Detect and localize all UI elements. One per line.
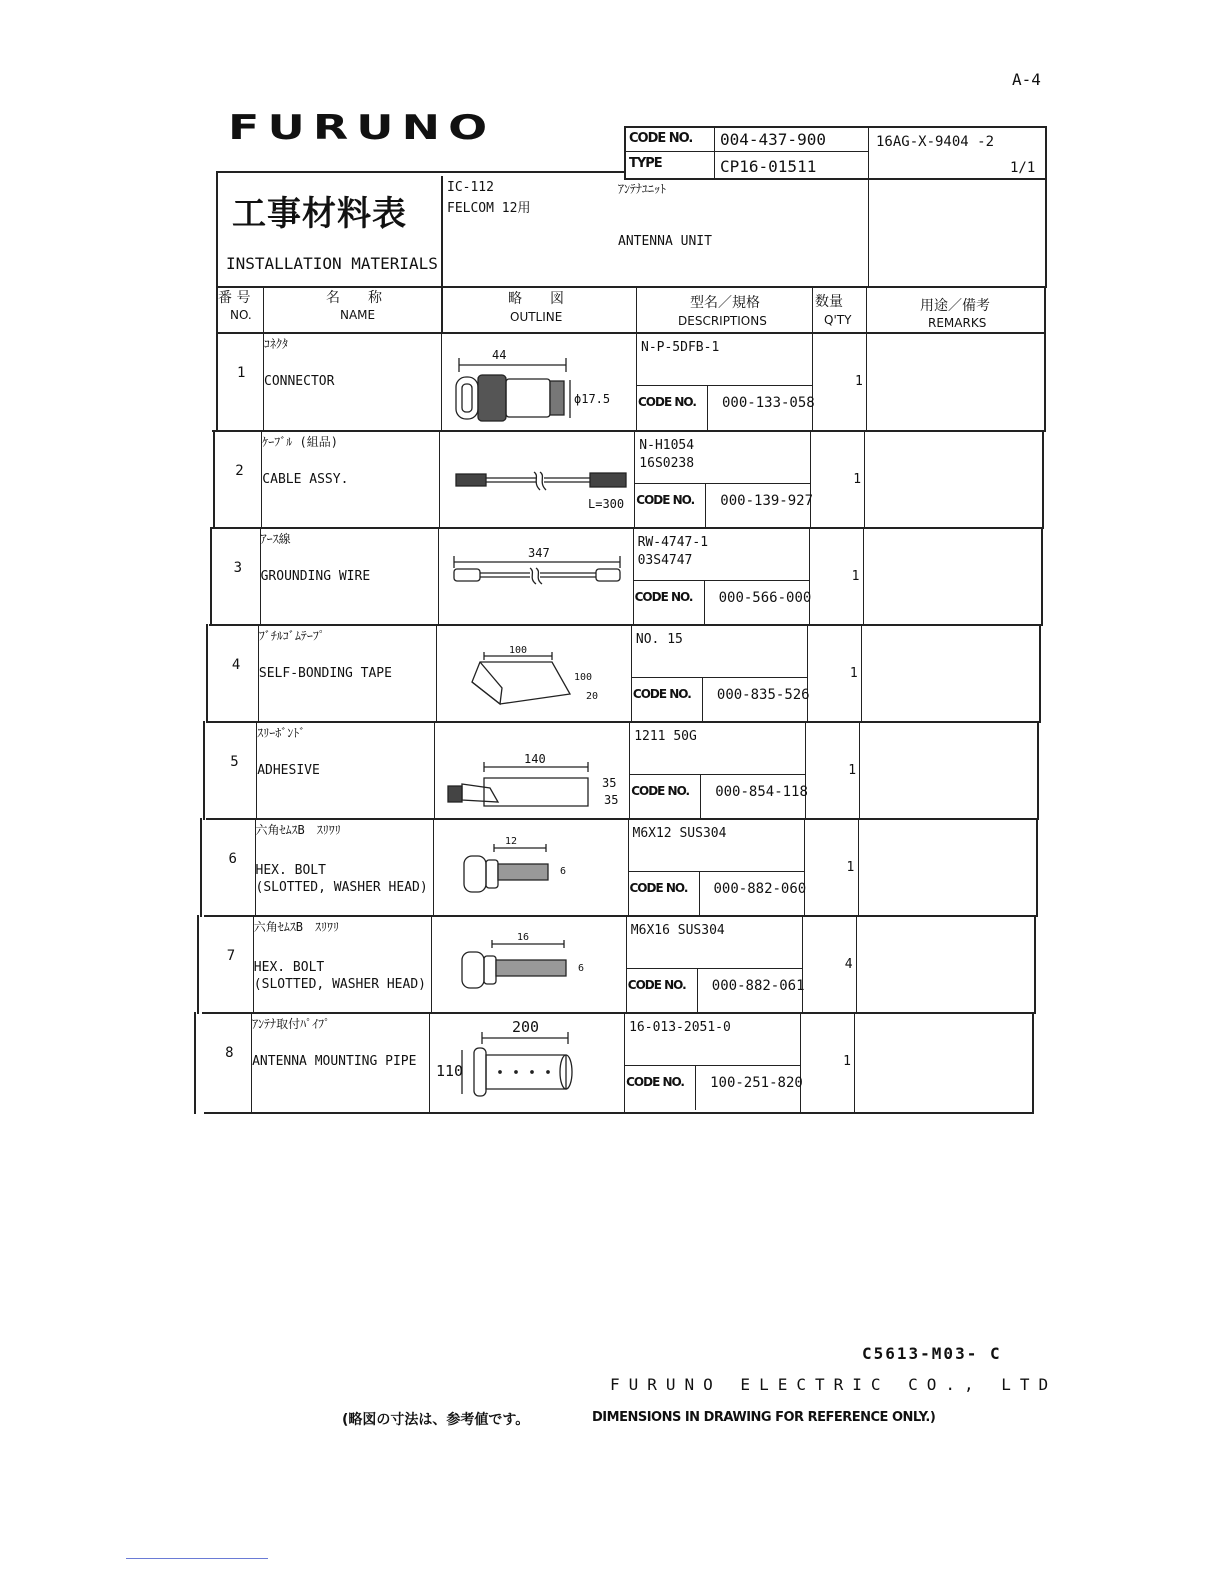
dimension-diameter: 100 xyxy=(574,672,593,683)
description-line-1: RW-4747-1 xyxy=(637,535,709,550)
description-line-1: N-P-5DFB-1 xyxy=(641,340,720,355)
dimension-thickness: 20 xyxy=(586,691,599,702)
name-en: SELF-BONDING TAPE xyxy=(258,666,392,681)
row-number: 2 xyxy=(235,463,244,479)
quantity: 1 xyxy=(849,666,858,681)
model-line-2: FELCOM 12用 xyxy=(447,201,531,216)
connector-outline-drawing xyxy=(452,352,592,424)
description-line-1: 1211 50G xyxy=(634,729,697,744)
description-line-1: N-H1054 xyxy=(639,438,695,453)
col-desc-en: DESCRIPTIONS xyxy=(678,314,767,328)
name-jp: ﾌﾞﾁﾙｺﾞﾑﾃｰﾌﾟ xyxy=(258,629,325,643)
code-no-label: CODE NO. xyxy=(629,881,688,895)
row-number: 5 xyxy=(230,754,239,770)
code-no-value: 000-566-000 xyxy=(718,590,812,606)
col-remarks-jp: 用途／備考 xyxy=(920,298,990,314)
name-en: ADHESIVE xyxy=(257,763,320,778)
name-jp: 六角ｾﾑｽB ｽﾘﾜﾘ xyxy=(253,920,340,934)
row-number: 4 xyxy=(231,657,241,673)
sheet-number: 1/1 xyxy=(1010,160,1036,176)
quantity: 1 xyxy=(851,569,860,584)
unit-name-en: ANTENNA UNIT xyxy=(618,234,712,249)
code-no-label: CODE NO. xyxy=(627,978,686,992)
name-en: CONNECTOR xyxy=(264,374,335,389)
col-outline-en: OUTLINE xyxy=(510,310,563,324)
self-bonding-tape-outline-drawing xyxy=(466,648,582,708)
col-outline-jp: 略 図 xyxy=(508,291,564,307)
dimension-length: L=300 xyxy=(588,497,625,511)
code-no-label: CODE NO. xyxy=(632,687,691,701)
code-no-value: 000-139-927 xyxy=(720,493,814,509)
name-en-line-2: (SLOTTED, WASHER HEAD) xyxy=(255,880,428,895)
name-jp: ｺﾈｸﾀ xyxy=(264,337,289,351)
footer-rule xyxy=(126,1558,268,1559)
dimension-length: 200 xyxy=(512,1018,540,1036)
code-no-label: CODE NO. xyxy=(629,131,693,146)
type-value: CP16-01511 xyxy=(720,157,817,176)
title-jp: 工事材料表 xyxy=(232,194,407,234)
col-no-jp: 番 号 xyxy=(218,290,251,306)
quantity: 1 xyxy=(853,472,862,487)
code-no-value: 100-251-820 xyxy=(710,1075,803,1091)
dimension-length: 44 xyxy=(492,348,507,362)
code-no-value: 000-882-060 xyxy=(713,881,807,897)
quantity: 4 xyxy=(844,957,853,972)
description-line-1: NO. 15 xyxy=(635,632,683,647)
col-desc-jp: 型名／規格 xyxy=(690,295,760,311)
row-number: 6 xyxy=(228,851,237,867)
footer-note-en: DIMENSIONS IN DRAWING FOR REFERENCE ONLY.) xyxy=(592,1410,936,1425)
code-no-label: CODE NO. xyxy=(626,1075,684,1089)
furuno-logo: FURUNO xyxy=(228,108,496,148)
description-line-2: 03S4747 xyxy=(637,553,693,568)
quantity: 1 xyxy=(843,1054,851,1069)
quantity: 1 xyxy=(846,860,855,875)
dimension-length: 140 xyxy=(524,752,546,766)
cable-assy-outline-drawing xyxy=(454,468,634,492)
col-name-en: NAME xyxy=(340,308,376,322)
description-line-1: M6X16 SUS304 xyxy=(630,923,725,938)
code-no-label: CODE NO. xyxy=(638,395,696,409)
code-no-value: 000-882-061 xyxy=(711,978,805,994)
page-number: A-4 xyxy=(1012,70,1041,89)
quantity: 1 xyxy=(855,374,863,389)
dimension-diameter: ϕ17.5 xyxy=(574,392,611,406)
dimension-diameter: 6 xyxy=(560,866,567,877)
name-jp: ｹｰﾌﾞﾙ (組品) xyxy=(262,435,338,449)
code-no-label: CODE NO. xyxy=(631,784,690,798)
code-no-value: 000-835-526 xyxy=(716,687,810,703)
name-jp: ｽﾘｰﾎﾞﾝﾄﾞ xyxy=(257,726,306,740)
dimension-length: 347 xyxy=(528,546,550,560)
dimension-diameter: 110 xyxy=(436,1062,464,1080)
code-no-value: 000-133-058 xyxy=(722,395,815,411)
dimension-length: 16 xyxy=(517,932,530,943)
hex-bolt-16-outline-drawing xyxy=(458,936,588,992)
name-en-line-2: (SLOTTED, WASHER HEAD) xyxy=(253,977,426,992)
description-line-2: 16S0238 xyxy=(639,456,695,471)
row-number: 7 xyxy=(226,948,236,964)
document-number: C5613-M03- C xyxy=(862,1344,1002,1363)
dimension-length: 12 xyxy=(505,836,518,847)
dimension-height: 35 xyxy=(602,776,617,790)
name-en: GROUNDING WIRE xyxy=(260,569,371,584)
row-number: 1 xyxy=(237,365,246,381)
hex-bolt-12-outline-drawing xyxy=(460,840,570,896)
code-no-value: 000-854-118 xyxy=(715,784,808,800)
footer-note-jp: (略図の寸法は、参考値です。 xyxy=(342,1412,530,1428)
antenna-pipe-outline-drawing xyxy=(456,1028,580,1100)
code-no-label: CODE NO. xyxy=(634,590,693,604)
title-en: INSTALLATION MATERIALS xyxy=(226,254,438,273)
description-line-1: 16-013-2051-0 xyxy=(629,1020,731,1035)
doc-reference: 16AG-X-9404 -2 xyxy=(876,134,995,150)
company-name: FURUNO ELECTRIC CO., LTD xyxy=(610,1375,1058,1394)
name-jp: ｱｰｽ線 xyxy=(260,532,291,546)
col-no-en: NO. xyxy=(230,308,252,322)
row-number: 3 xyxy=(233,560,243,576)
col-name-jp: 名 称 xyxy=(326,290,382,306)
code-no-value: 004-437-900 xyxy=(720,130,826,149)
model-line-1: IC-112 xyxy=(447,180,494,195)
name-jp: ｱﾝﾃﾅ取付ﾊﾟｲﾌﾟ xyxy=(252,1017,331,1031)
name-en: CABLE ASSY. xyxy=(262,472,349,487)
dimension-width: 100 xyxy=(509,645,528,656)
code-no-label: CODE NO. xyxy=(636,493,695,507)
col-qty-en: Q'TY xyxy=(824,313,852,327)
description-line-1: M6X12 SUS304 xyxy=(632,826,727,841)
quantity: 1 xyxy=(848,763,857,778)
dimension-diameter: 6 xyxy=(578,963,585,974)
dimension-width: 35 xyxy=(604,793,619,807)
type-label: TYPE xyxy=(629,156,662,171)
name-en: HEX. BOLT xyxy=(253,960,325,975)
name-en: HEX. BOLT xyxy=(255,863,326,878)
row-number: 8 xyxy=(225,1045,234,1061)
name-jp: 六角ｾﾑｽB ｽﾘﾜﾘ xyxy=(255,823,341,837)
unit-name-jp: ｱﾝﾃﾅﾕﾆｯﾄ xyxy=(618,182,667,196)
name-en: ANTENNA MOUNTING PIPE xyxy=(252,1054,417,1069)
col-remarks-en: REMARKS xyxy=(928,316,987,330)
col-qty-jp: 数量 xyxy=(815,294,843,310)
